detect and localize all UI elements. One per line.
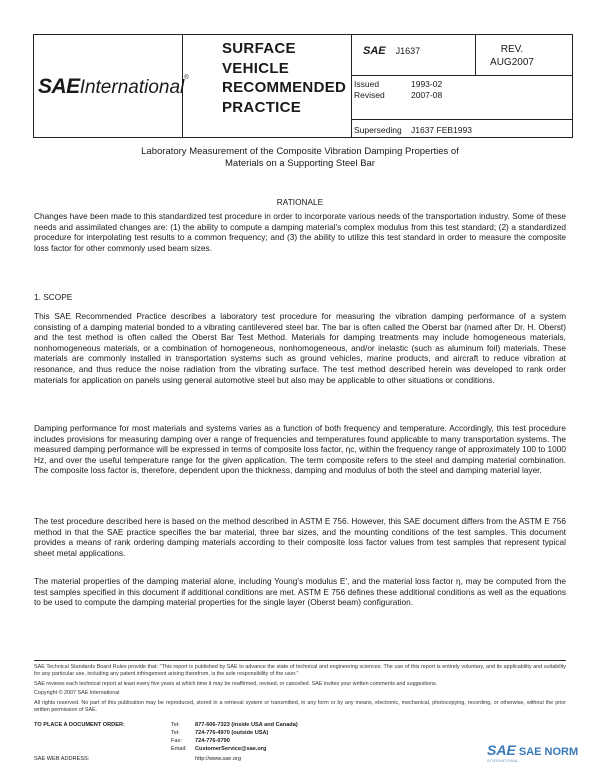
web-address-label: SAE WEB ADDRESS: [34, 756, 90, 762]
standard-number: SAE J1637 [363, 45, 421, 57]
scope-paragraph-4: The material properties of the damping material alone, including Young's modulus E', and the material loss factor η, may be computed from the test samples specified in this document if additional conditions are met. ASTM E 756 defines these additional conditions as well as the equations to be used to compute the damping material properties for the single layer (Oberst beam) configuration. [34, 576, 566, 608]
order-email-link[interactable]: CustomerService@sae.org [195, 746, 267, 752]
footer-copyright: Copyright © 2007 SAE International [34, 690, 120, 696]
scope-paragraph-1: This SAE Recommended Practice describes a laboratory test procedure for measuring the vibration damping performance of a system consisting of a damping material bonded to a vibrating cantilevered steel bar. The bar is often called the Oberst bar (named after Dr. H. Oberst) and the test method is often called the Oberst Bar Test Method. Materials for damping treatments may include homogeneous materials, nonhomogeneous materials, or a combination of homogeneous, nonhomogeneous, and/or inelastic (such as aluminum foil) materials. These materials are commonly installed in transportation systems such as ground vehicles, marine products, and aircraft to reduce vibration at resonance, and thus reduce the noise radiation from the vibrating surface. The test method described herein was developed to rank order materials for application on panels using general automotive steel but also may be applicable to other situations or conditions. [34, 311, 566, 385]
footer-rights: All rights reserved. No part of this publication may be reproduced, stored in a retrieval system or transmitted, in any form or by any means, electronic, mechanical, photocopying, recording, or otherwise, without the prior written permission of SAE. [34, 700, 566, 713]
sae-international-logo: SAEInternational® [38, 75, 189, 98]
header-box [33, 34, 573, 138]
footer-divider [34, 660, 566, 661]
order-phone-2: 724-776-4970 (outside USA) [195, 730, 269, 736]
order-label: TO PLACE A DOCUMENT ORDER: [34, 722, 125, 728]
rationale-heading: RATIONALE [276, 197, 324, 207]
order-fax: 724-776-0790 [195, 738, 230, 744]
rationale-paragraph: Changes have been made to this standardized test procedure in order to incorporate various needs of the transportation industry. Some of these needs and assimilated changes are: (1) the ability to compute a damping material's complex modulus from this test standard; (2) a standardized procedure for interpolating test results to a common frequency; and (3) the ability to utilize this test standard in order to measure the composite loss factor for other commonly used beam sizes. [34, 211, 566, 253]
order-phone-1: 877-606-7323 (inside USA and Canada) [195, 722, 298, 728]
web-address-link[interactable]: http://www.sae.org [195, 756, 242, 762]
issue-dates: Issued 1993-02 Revised 2007-08 [354, 79, 443, 100]
document-type-title: SURFACE VEHICLE RECOMMENDED PRACTICE [222, 40, 347, 116]
footer-review: SAE reviews each technical report at least every five years at which time it may be reaffirmed, revised, or cancelled. SAE invites your written comments and suggestions. [34, 681, 438, 687]
document-page: SAEInternational® SURFACE VEHICLE RECOMMENDED PRACTICE SAE J1637 REV. AUG2007 Issued 1993-02 Revised 2007-08 Superseding J1637 FEB1993 Laboratory Measurement of the Composite Vibration Damping Properties of Materials on a Supporting Steel Bar RATIONALE Changes have been made to this standardized test procedure in order to incorporate various needs of the transportation industry. Some of these needs and assimilated changes are: (1) the ability to compute a damping material's complex modulus from this test standard; (2) a standardized procedure for interpolating test results to a common frequency; and (3) the ability to utilize this test standard in order to measure the composite loss factor for other commonly used beam sizes. 1. SCOPE This SAE Recommended Practice describes a laboratory test procedure for measuring the vibration damping performance of a system consisting of a damping material bonded to a vibrating cantilevered steel bar. The bar is often called the Oberst bar (named after Dr. H. Oberst) and the test method is often called the Oberst Bar Test Method. Materials for damping treatments may include homogeneous materials, nonhomogeneous materials, or a combination of homogeneous, nonhomogeneous, and/or inelastic (such as aluminum foil) materials. These materials are commonly installed in transportation systems such as ground vehicles, marine products, and aircraft to reduce vibration at resonance, and thus reduce the noise radiation from the vibrating surface. The test method described herein was developed to rank order materials for application on panels using general automotive steel but also may be applicable to other situations or conditions. Damping performance for most materials and systems varies as a function of both frequency and temperature. Accordingly, this test procedure includes provisions for measuring damping over a range of frequencies and temperatures found applicable to many transportation systems. The measured damping performance will be expressed in terms of composite loss factor, ηc, within the frequency range of approximately 100 to 1000 Hz, and over the useful temperature range for the given application. The term composite refers to the steel and damping material combination. The composite loss factor is, therefore, dependent upon the thickness, damping and modulus of both the steel and damping material layer. The test procedure described here is based on the method described in ASTM E 756. However, this SAE document differs from the ASTM E 756 method in that the SAE practice specifies the bar material, three bar sizes, and the mounting conditions of the test samples. This document provides a means of rank ordering damping materials according to their composite loss factor values from test samples that represent typical sheet metal applications. The material properties of the damping material alone, including Young's modulus E', and the material loss factor η, may be computed from the test samples specified in this document if additional conditions are met. ASTM E 756 defines these additional conditions as well as the equations to be used to compute the damping material properties for the single layer (Oberst beam) configuration. SAE Technical Standards Board Rules provide that: "This report is published by SAE to advance the state of technical and engineering sciences. The use of this report is entirely voluntary, and its applicability and suitability for any particular use, including any patent infringement arising therefrom, is the sole responsibility of the user." SAE reviews each technical report at least every five years at which time it may be reaffirmed, revised, or cancelled. SAE invites your written comments and suggestions. Copyright © 2007 SAE International All rights reserved. No part of this publication may be reproduced, stored in a retrieval system or transmitted, in any form or by any means, electronic, mechanical, photocopying, recording, or otherwise, without the prior written permission of SAE. TO PLACE A DOCUMENT ORDER: Tel: 877-606-7323 (inside USA and Canada) Tel: 724-776-4970 (outside USA) Fax: 724-776-0790 Email: CustomerService@sae.org SAE WEB ADDRESS: http://www.sae.org SAE SAE NORM INTERNATIONAL [0, 0, 600, 776]
scope-paragraph-2: Damping performance for most materials and systems varies as a function of both frequency and temperature. Accordingly, this test procedure includes provisions for measuring damping over a range of frequencies and temperatures found applicable to many transportation systems. The measured damping performance will be expressed in terms of composite loss factor, ηc, within the frequency range of approximately 100 to 1000 Hz, and over the useful temperature range for the given application. The term composite refers to the steel and damping material combination. The composite loss factor is, therefore, dependent upon the thickness, damping and modulus of both the steel and damping material layer. [34, 423, 566, 476]
footer-rules: SAE Technical Standards Board Rules provide that: "This report is published by SAE to advance the state of technical and engineering sciences. The use of this report is entirely voluntary, and its applicability and suitability for any particular use, including any patent infringement arising therefrom, is the sole responsibility of the user." [34, 664, 566, 677]
superseding: Superseding J1637 FEB1993 [354, 125, 472, 135]
document-title: Laboratory Measurement of the Composite Vibration Damping Properties of Materials on a Supporting Steel Bar [141, 146, 459, 169]
scope-heading: 1. SCOPE [34, 292, 73, 302]
sae-norm-watermark: SAE SAE NORM INTERNATIONAL [487, 742, 579, 763]
revision-block: REV. AUG2007 [490, 44, 534, 68]
scope-paragraph-3: The test procedure described here is based on the method described in ASTM E 756. However, this SAE document differs from the ASTM E 756 method in that the SAE practice specifies the bar material, three bar sizes, and the mounting conditions of the test samples. This document provides a means of rank ordering damping materials according to their composite loss factor values from test samples that represent typical sheet metal applications. [34, 516, 566, 558]
